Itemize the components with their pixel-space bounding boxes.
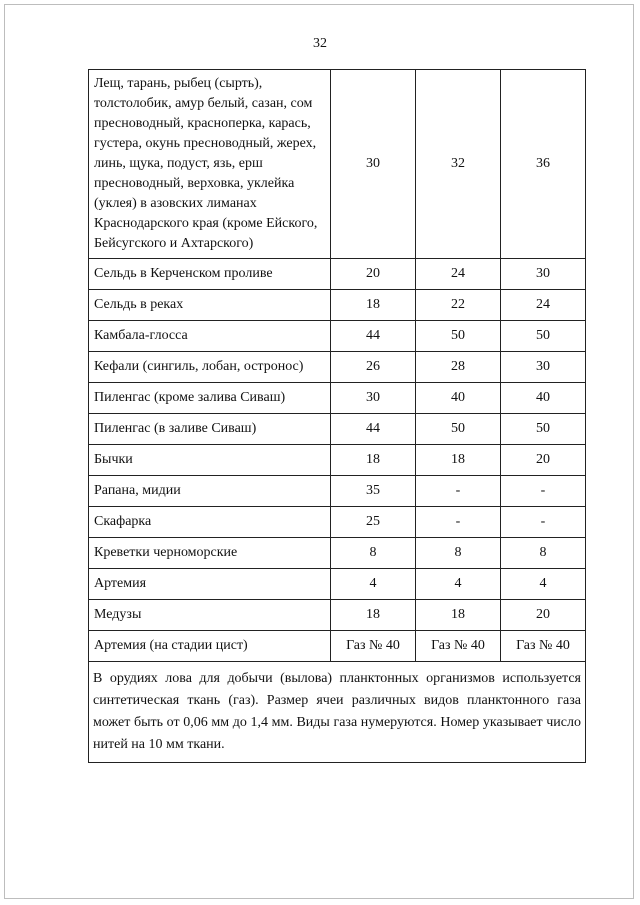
species-name: Артемия (на стадии цист) xyxy=(89,631,331,662)
mesh-value-3: 30 xyxy=(501,259,586,290)
mesh-value-1: 44 xyxy=(331,414,416,445)
species-name: Медузы xyxy=(89,600,331,631)
mesh-value-1: Газ № 40 xyxy=(331,631,416,662)
mesh-value-3: 30 xyxy=(501,352,586,383)
mesh-value-1: 18 xyxy=(331,445,416,476)
mesh-value-1: 4 xyxy=(331,569,416,600)
species-name: Камбала-глосса xyxy=(89,321,331,352)
mesh-value-3: 40 xyxy=(501,383,586,414)
mesh-value-2: 8 xyxy=(416,538,501,569)
table-row xyxy=(89,569,586,600)
table-row xyxy=(89,631,586,662)
table-row xyxy=(89,600,586,631)
species-name: Пиленгас (кроме залива Сиваш) xyxy=(89,383,331,414)
mesh-value-2: 40 xyxy=(416,383,501,414)
mesh-value-2: 22 xyxy=(416,290,501,321)
table-row xyxy=(89,414,586,445)
mesh-value-3: 20 xyxy=(501,445,586,476)
table-row xyxy=(89,383,586,414)
plankton-gauze-note: В орудиях лова для добычи (вылова) планктонных организмов используется синтетическая ткань (газ). Размер ячеи различных видов планктонного газа может быть от 0,06 мм до 1,4 мм. Виды газа нумеруются. Номер указывает число нитей на 10 мм ткани. xyxy=(89,662,586,763)
mesh-value-1: 18 xyxy=(331,290,416,321)
mesh-value-1: 35 xyxy=(331,476,416,507)
mesh-value-3: - xyxy=(501,507,586,538)
mesh-value-3: 8 xyxy=(501,538,586,569)
mesh-value-1: 30 xyxy=(331,383,416,414)
mesh-value-2: 32 xyxy=(416,70,501,259)
table-row xyxy=(89,321,586,352)
species-name: Бычки xyxy=(89,445,331,476)
mesh-value-3: 50 xyxy=(501,321,586,352)
mesh-value-3: Газ № 40 xyxy=(501,631,586,662)
mesh-value-2: 18 xyxy=(416,600,501,631)
species-name: Скафарка xyxy=(89,507,331,538)
mesh-value-3: 36 xyxy=(501,70,586,259)
species-name: Сельдь в Керченском проливе xyxy=(89,259,331,290)
table-row xyxy=(89,259,586,290)
table-row xyxy=(89,507,586,538)
mesh-value-3: 4 xyxy=(501,569,586,600)
mesh-value-3: 24 xyxy=(501,290,586,321)
mesh-value-1: 44 xyxy=(331,321,416,352)
table-row xyxy=(89,445,586,476)
table-row xyxy=(89,352,586,383)
mesh-value-2: 18 xyxy=(416,445,501,476)
table-row xyxy=(89,70,586,259)
table-row xyxy=(89,538,586,569)
mesh-size-table xyxy=(88,69,586,763)
species-name: Сельдь в реках xyxy=(89,290,331,321)
mesh-value-3: 50 xyxy=(501,414,586,445)
mesh-value-2: 50 xyxy=(416,414,501,445)
species-name: Артемия xyxy=(89,569,331,600)
mesh-value-2: 4 xyxy=(416,569,501,600)
note-row xyxy=(89,662,586,763)
mesh-value-3: - xyxy=(501,476,586,507)
species-name: Кефали (сингиль, лобан, остронос) xyxy=(89,352,331,383)
page-number: 32 xyxy=(313,36,327,51)
mesh-value-3: 20 xyxy=(501,600,586,631)
table-row xyxy=(89,476,586,507)
mesh-value-2: - xyxy=(416,507,501,538)
mesh-value-1: 20 xyxy=(331,259,416,290)
species-name: Креветки черноморские xyxy=(89,538,331,569)
species-name: Рапана, мидии xyxy=(89,476,331,507)
table-row xyxy=(89,290,586,321)
species-name: Лещ, тарань, рыбец (сырть), толстолобик, амур белый, сазан, сом пресноводный, красноперка, карась, густера, окунь пресноводный, жерех, линь, щука, подуст, язь, ерш пресноводный, верховка, уклейка (уклея) в азовских лиманах Краснодарского края (кроме Ейского, Бейсугского и Ахтарского) xyxy=(89,70,331,259)
mesh-value-1: 26 xyxy=(331,352,416,383)
mesh-value-2: 24 xyxy=(416,259,501,290)
mesh-value-2: 50 xyxy=(416,321,501,352)
species-name: Пиленгас (в заливе Сиваш) xyxy=(89,414,331,445)
mesh-value-2: 28 xyxy=(416,352,501,383)
mesh-value-2: - xyxy=(416,476,501,507)
mesh-value-1: 25 xyxy=(331,507,416,538)
mesh-value-2: Газ № 40 xyxy=(416,631,501,662)
mesh-value-1: 30 xyxy=(331,70,416,259)
mesh-value-1: 8 xyxy=(331,538,416,569)
mesh-value-1: 18 xyxy=(331,600,416,631)
